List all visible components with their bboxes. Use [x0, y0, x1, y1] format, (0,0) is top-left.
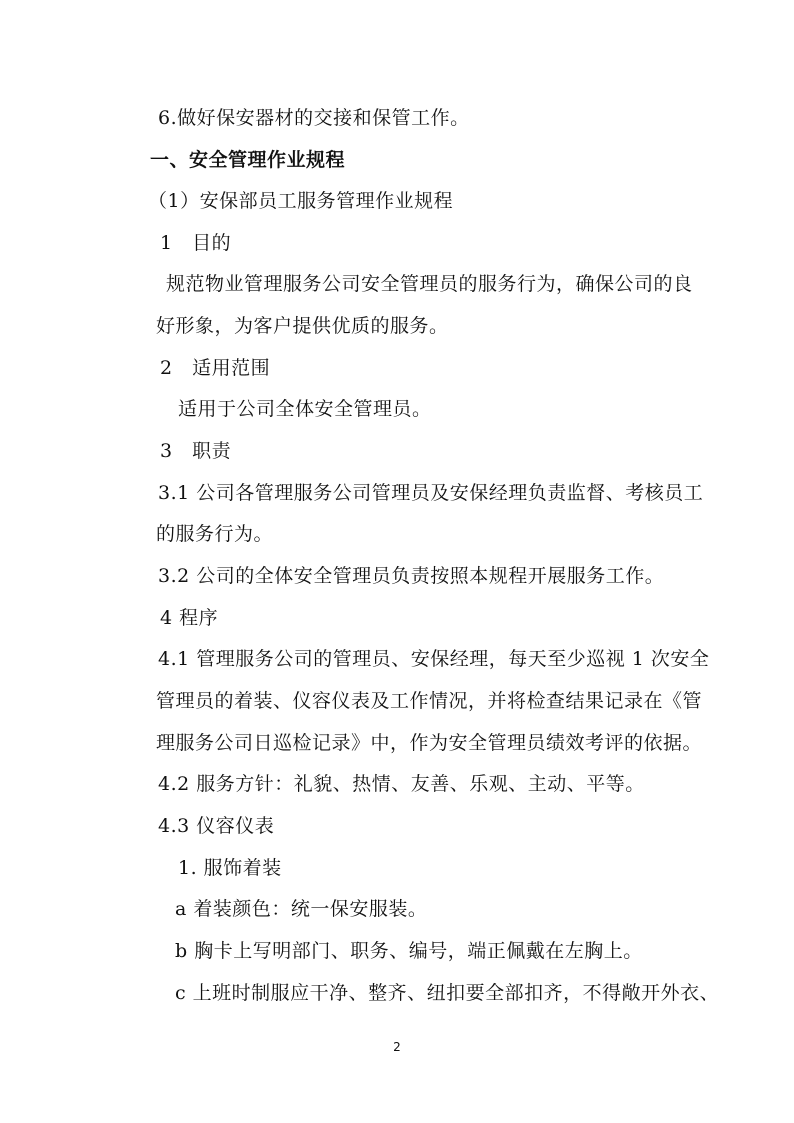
paragraph-line: 规范物业管理服务公司安全管理员的服务行为，确保公司的良 — [166, 273, 693, 295]
paragraph-line: 3.2 公司的全体安全管理员负责按照本规程开展服务工作。 — [158, 565, 665, 587]
list-item: a 着装颜色：统一保安服装。 — [175, 898, 428, 920]
paragraph-line: 管理员的着装、仪容仪表及工作情况，并将检查结果记录在《管 — [156, 690, 703, 712]
paragraph-line: 的服务行为。 — [156, 523, 274, 545]
heading-scope: 2 适用范围 — [160, 357, 271, 379]
paragraph-line: 好形象，为客户提供优质的服务。 — [156, 315, 449, 337]
heading-appearance: 4.3 仪容仪表 — [158, 815, 275, 837]
text-line-item-6: 6.做好保安器材的交接和保管工作。 — [158, 107, 470, 129]
list-heading: 1. 服饰着装 — [178, 857, 282, 879]
list-item: c 上班时制服应干净、整齐、纽扣要全部扣齐，不得敞开外衣、 — [175, 982, 720, 1004]
paragraph-line: 4.2 服务方针：礼貌、热情、友善、乐观、主动、平等。 — [158, 773, 645, 795]
paragraph-line: 3.1 公司各管理服务公司管理员及安保经理负责监督、考核员工 — [158, 482, 704, 504]
list-item: b 胸卡上写明部门、职务、编号，端正佩戴在左胸上。 — [175, 940, 643, 962]
section-heading: 一、安全管理作业规程 — [150, 149, 346, 171]
paragraph-line: 适用于公司全体安全管理员。 — [178, 398, 432, 420]
paragraph-line: 4.1 管理服务公司的管理员、安保经理，每天至少巡视 1 次安全 — [158, 648, 710, 670]
page-number: 2 — [393, 1040, 401, 1054]
subsection-heading: （1）安保部员工服务管理作业规程 — [148, 190, 454, 212]
heading-responsibilities: 3 职责 — [160, 440, 232, 462]
heading-purpose: 1 目的 — [160, 232, 232, 254]
heading-procedure: 4 程序 — [160, 607, 219, 629]
paragraph-line: 理服务公司日巡检记录》中，作为安全管理员绩效考评的依据。 — [156, 732, 703, 754]
